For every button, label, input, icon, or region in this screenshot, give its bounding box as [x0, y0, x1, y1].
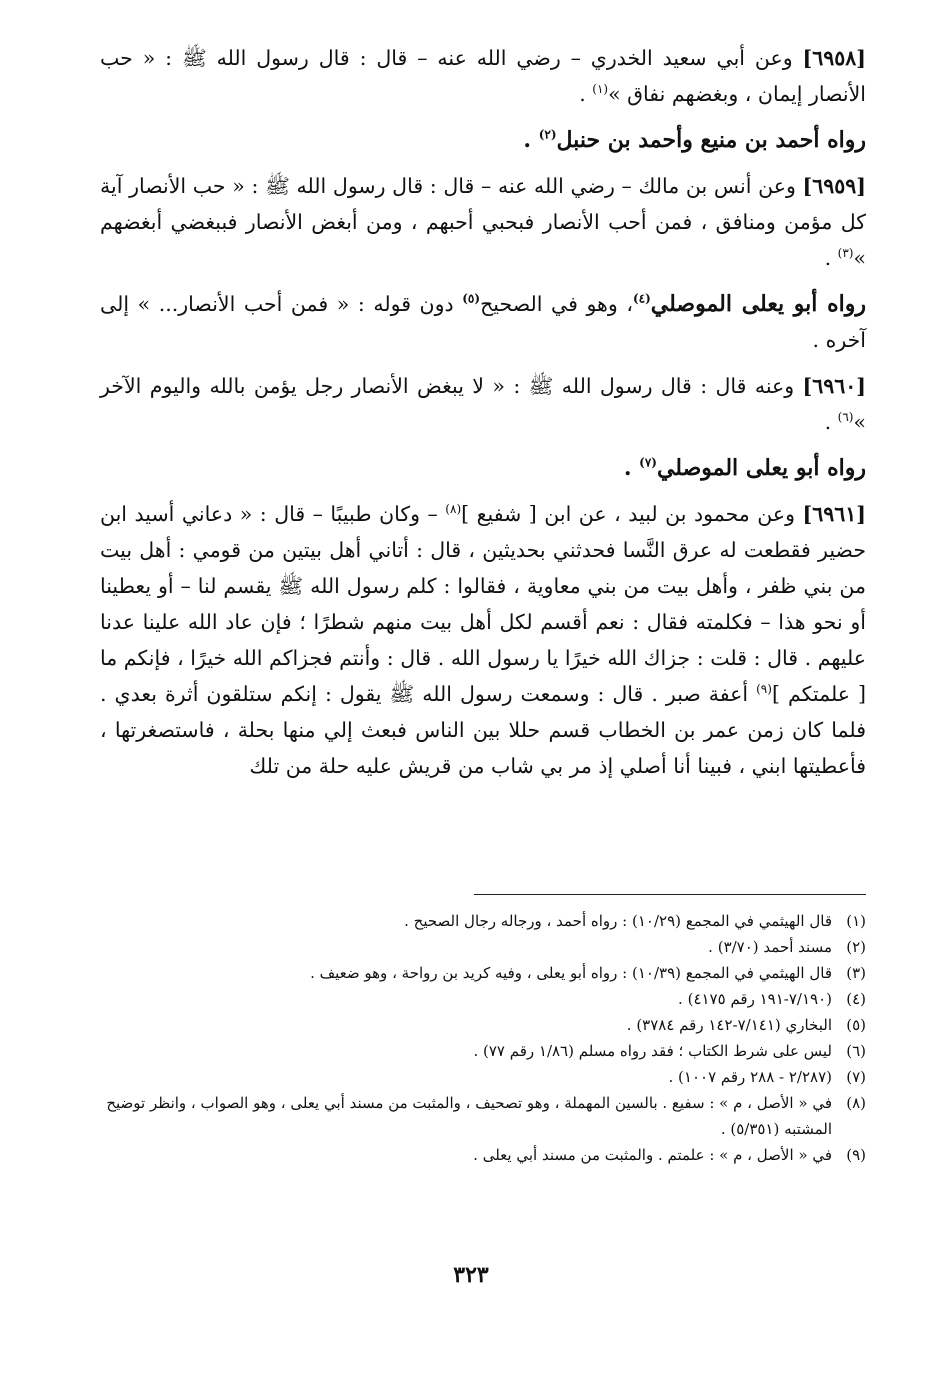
footnote: (١) قال الهيثمي في المجمع (١٠/٢٩) : رواه أحمد ، ورجاله رجال الصحيح . — [404, 912, 866, 930]
footnote: (٢) مسند أحمد (٣/٧٠) . — [708, 938, 866, 956]
footnote: (٨) في « الأصل ، م » : سفيع . بالسين المهملة ، وهو تصحيف ، والمثبت من مسند أبي يعلى ، وهو الصواب ، وانظر توضيح المشتبه (٥/٣٥١) . — [106, 1094, 866, 1138]
footnote: (٥) البخاري (٧/١٤١-١٤٢ رقم ٣٧٨٤) . — [626, 1016, 866, 1034]
hadith-6959: [٦٩٥٩] وعن أنس بن مالك – رضي الله عنه – قال : قال رسول الله ﷺ : « حب الأنصار آية كل مؤمن ومنافق ، فمن أحب الأنصار فبحبي أحبهم ، ومن أبغض الأنصار فببغضي أبغضهم »$^{(٣)}$ . — [100, 174, 866, 270]
page-number: ٣٢٣ — [453, 1262, 489, 1288]
footnote: (٩) في « الأصل ، م » : علمتم . والمثبت من مسند أبي يعلى . — [473, 1146, 866, 1164]
source-line: رواه أحمد بن منيع وأحمد بن حنبل$^{(٢)}$ . — [523, 127, 866, 153]
footnote: (٣) قال الهيثمي في المجمع (١٠/٣٩) : رواه أبو يعلى ، وفيه كريد بن رواحة ، وهو ضعيف . — [310, 964, 866, 982]
source-line: رواه أبو يعلى الموصلي$^{(٤)}$، وهو في الصحيح$^{(٥)}$ دون قوله : « فمن أحب الأنصار... » إلى آخره . — [100, 291, 866, 352]
footnote: (٦) ليس على شرط الكتاب ؛ فقد رواه مسلم (١/٨٦ رقم ٧٧) . — [473, 1042, 866, 1060]
hadith-6958: [٦٩٥٨] وعن أبي سعيد الخدري – رضي الله عنه – قال : قال رسول الله ﷺ : « حب الأنصار إيمان ، وبغضهم نفاق »$^{(١)}$ . — [100, 46, 866, 106]
hadith-6961: [٦٩٦١] وعن محمود بن لبيد ، عن ابن [ شفيع ]$^{(٨)}$ – وكان طبيبًا – قال : « دعاني أسيد ابن حضير فقطعت له عرق النَّسا فحدثني بحديثين ، قال : أتاني أهل بيتين من قومي : أهل بيت من بني ظفر ، وأهل بيت من بني معاوية ، فقالوا : كلم رسول الله ﷺ يقسم لنا – أو يعطينا أو نحو هذا – فكلمته فقال : نعم أقسم لكل أهل بيت منهم شطرًا ؛ فإن عاد الله علينا عدنا عليهم . قال : قلت : جزاك الله خيرًا يا رسول الله . قال : وأنتم فجزاكم الله خيرًا ، فإنكم ما [ علمتكم ]$^{(٩)}$ أعفة صبر . قال : وسمعت رسول الله ﷺ يقول : إنكم ستلقون أثرة بعدي . فلما كان زمن عمر بن الخطاب قسم حللا بين الناس فبعث إلي منها بحلة ، فاستصغرتها ، فأعطيتها ابني ، فبينا أنا أصلي إذ مر بي شاب من قريش عليه حلة من تلك — [100, 502, 866, 778]
footnotes — [100, 908, 866, 1168]
footnote: (٤) (٧/١٩٠-١٩١ رقم ٤١٧٥) . — [678, 990, 866, 1008]
source-line: رواه أبو يعلى الموصلي$^{(٧)}$ . — [623, 455, 866, 481]
main-text — [100, 40, 866, 794]
hadith-6960: [٦٩٦٠] وعنه قال : قال رسول الله ﷺ : « لا يبغض الأنصار رجل يؤمن بالله واليوم الآخر »$^{(٦)}$ . — [100, 374, 866, 434]
footnote-divider — [474, 894, 866, 895]
footnote: (٧) (٢/٢٨٧ - ٢٨٨ رقم ١٠٠٧) . — [668, 1068, 866, 1086]
